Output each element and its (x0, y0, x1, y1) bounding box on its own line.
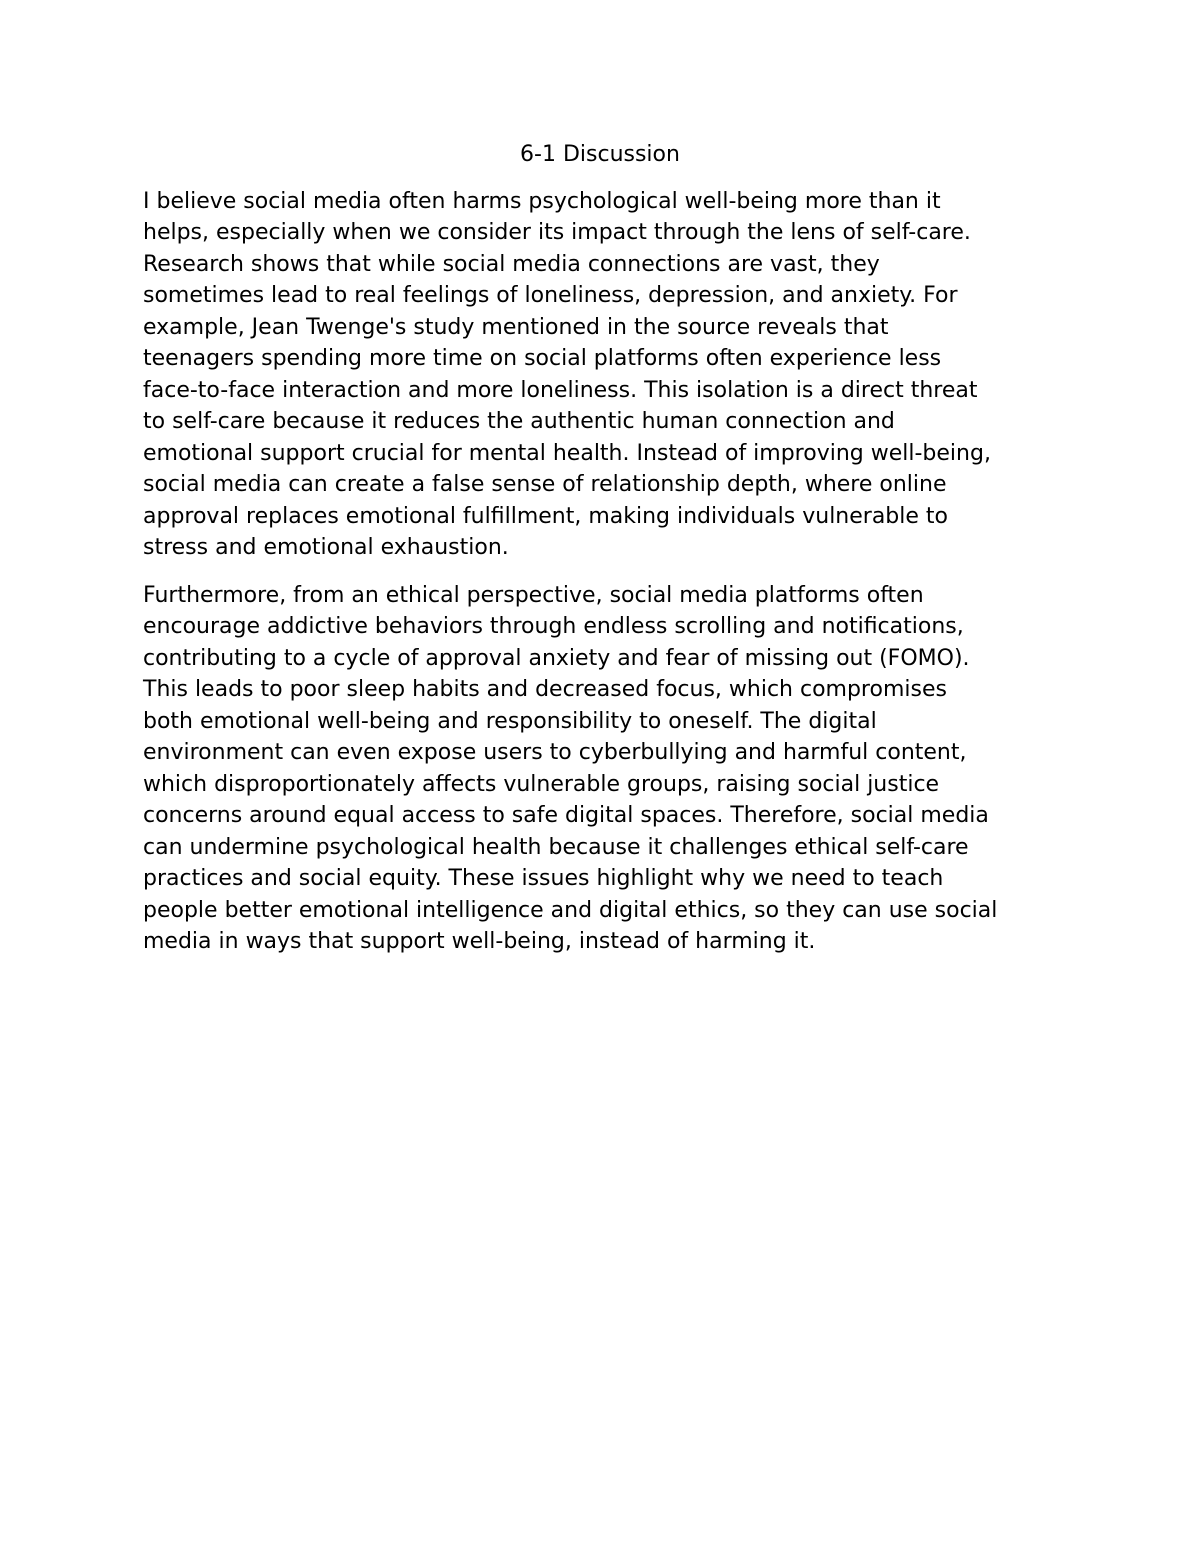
paragraph-line: emotional support crucial for mental health. Instead of improving well-being, (143, 441, 991, 466)
paragraph-line: helps, especially when we consider its impact through the lens of self-care. (143, 220, 971, 245)
paragraph-line: to self-care because it reduces the authentic human connection and (143, 409, 895, 434)
paragraph-line: approval replaces emotional fulfillment, making individuals vulnerable to (143, 504, 948, 529)
paragraph-line: practices and social equity. These issues highlight why we need to teach (143, 866, 944, 891)
paragraph-line: can undermine psychological health because it challenges ethical self-care (143, 835, 969, 860)
paragraph-line: face-to-face interaction and more loneliness. This isolation is a direct threat (143, 378, 978, 403)
paragraph-line: contributing to a cycle of approval anxiety and fear of missing out (FOMO). (143, 646, 970, 671)
paragraph-line: stress and emotional exhaustion. (143, 535, 509, 560)
document-title: 6-1 Discussion (520, 142, 680, 167)
paragraph-line: Research shows that while social media connections are vast, they (143, 252, 880, 277)
paragraph-line: sometimes lead to real feelings of loneliness, depression, and anxiety. For (143, 283, 958, 308)
paragraph-line: both emotional well-being and responsibility to oneself. The digital (143, 709, 877, 734)
paragraph-line: media in ways that support well-being, instead of harming it. (143, 929, 816, 954)
paragraph-line: I believe social media often harms psychological well-being more than it (143, 189, 941, 214)
paragraph-line: environment can even expose users to cyberbullying and harmful content, (143, 740, 967, 765)
paragraph-line: This leads to poor sleep habits and decreased focus, which compromises (143, 677, 947, 702)
paragraph-line: social media can create a false sense of relationship depth, where online (143, 472, 947, 497)
paragraph-line: teenagers spending more time on social platforms often experience less (143, 346, 942, 371)
paragraph-line: people better emotional intelligence and digital ethics, so they can use social (143, 898, 998, 923)
paragraph-line: Furthermore, from an ethical perspective, social media platforms often (143, 583, 924, 608)
paragraph-line: example, Jean Twenge's study mentioned in the source reveals that (143, 315, 889, 340)
paragraph-line: encourage addictive behaviors through endless scrolling and notifications, (143, 614, 964, 639)
paragraph-line: which disproportionately affects vulnerable groups, raising social justice (143, 772, 940, 797)
paragraph-line: concerns around equal access to safe digital spaces. Therefore, social media (143, 803, 989, 828)
